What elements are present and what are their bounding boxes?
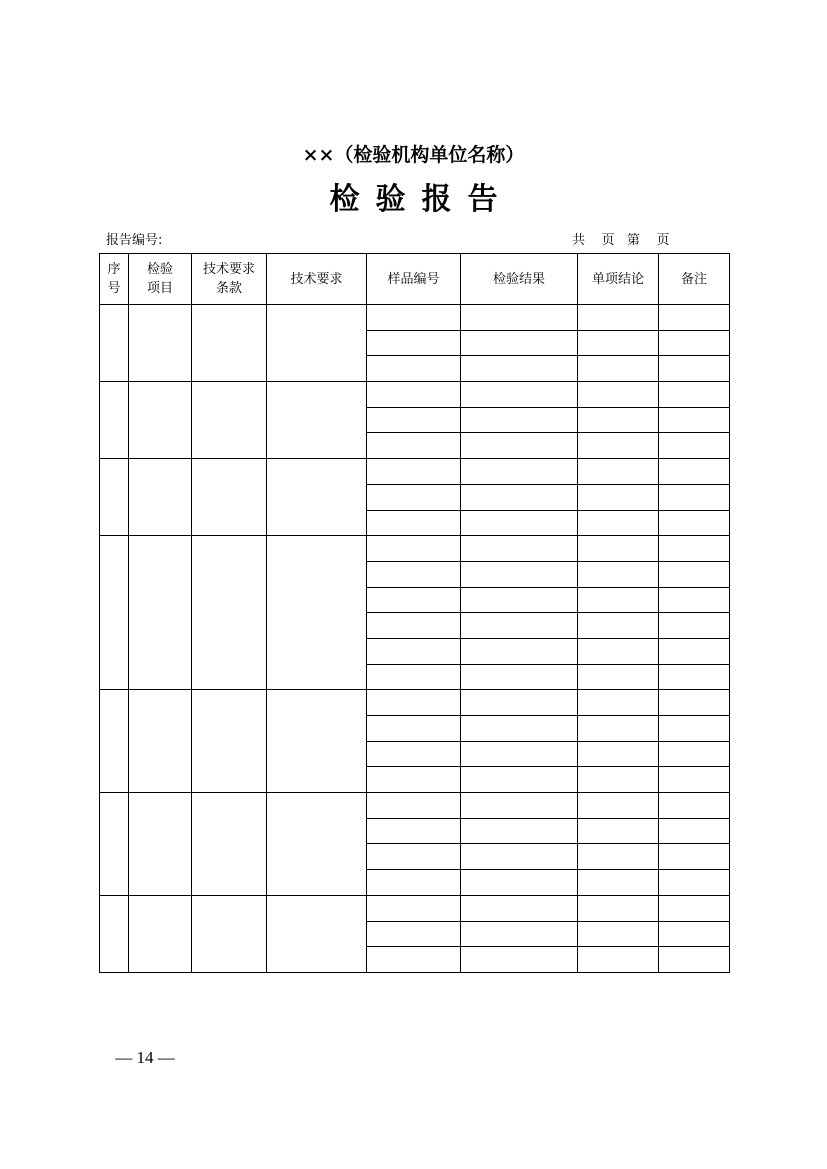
result-cell[interactable] [461,561,578,587]
conclusion-cell[interactable] [578,690,659,716]
requirement-cell[interactable] [267,690,367,793]
result-cell[interactable] [461,433,578,459]
header-clause: 技术要求 条款 [192,254,267,305]
sample-no-cell[interactable] [367,613,461,639]
remark-cell[interactable] [659,767,730,793]
header-remark: 备注 [659,254,730,305]
table-body [100,305,730,973]
result-cell[interactable] [461,510,578,536]
remark-cell[interactable] [659,844,730,870]
remark-cell[interactable] [659,536,730,562]
page-count-label: 共 页 第 页 [572,233,670,248]
conclusion-cell[interactable] [578,870,659,896]
remark-cell[interactable] [659,382,730,408]
conclusion-cell[interactable] [578,638,659,664]
sample-no-cell[interactable] [367,793,461,819]
result-cell[interactable] [461,613,578,639]
result-cell[interactable] [461,895,578,921]
header-seq: 序 号 [100,254,129,305]
remark-cell[interactable] [659,638,730,664]
table-row [100,459,730,485]
conclusion-cell[interactable] [578,561,659,587]
sample-no-cell[interactable] [367,921,461,947]
organization-title: ××（检验机构单位名称） [302,144,525,166]
result-cell[interactable] [461,638,578,664]
requirement-cell[interactable] [267,895,367,972]
sample-no-cell[interactable] [367,459,461,485]
clause-cell[interactable] [192,895,267,972]
sample-no-cell[interactable] [367,433,461,459]
clause-cell[interactable] [192,305,267,382]
item-cell[interactable] [129,382,192,459]
inspection-report-table [99,253,730,973]
conclusion-cell[interactable] [578,613,659,639]
conclusion-cell[interactable] [578,433,659,459]
document-title: 检验报告 [329,182,514,217]
conclusion-cell[interactable] [578,921,659,947]
conclusion-cell[interactable] [578,382,659,408]
conclusion-cell[interactable] [578,407,659,433]
conclusion-cell[interactable] [578,664,659,690]
seq-cell[interactable] [100,536,129,690]
remark-cell[interactable] [659,793,730,819]
remark-cell[interactable] [659,947,730,973]
conclusion-cell[interactable] [578,587,659,613]
item-cell[interactable] [129,305,192,382]
remark-cell[interactable] [659,407,730,433]
remark-cell[interactable] [659,330,730,356]
requirement-cell[interactable] [267,305,367,382]
remark-cell[interactable] [659,818,730,844]
header-conclusion: 单项结论 [578,254,659,305]
table-row [100,895,730,921]
table-row [100,793,730,819]
conclusion-cell[interactable] [578,793,659,819]
result-cell[interactable] [461,716,578,742]
result-cell[interactable] [461,818,578,844]
remark-cell[interactable] [659,870,730,896]
conclusion-cell[interactable] [578,767,659,793]
result-cell[interactable] [461,947,578,973]
remark-cell[interactable] [659,664,730,690]
item-cell[interactable] [129,536,192,690]
header-result: 检验结果 [461,254,578,305]
header-requirement: 技术要求 [267,254,367,305]
sample-no-cell[interactable] [367,305,461,331]
seq-cell[interactable] [100,459,129,536]
result-cell[interactable] [461,356,578,382]
result-cell[interactable] [461,921,578,947]
remark-cell[interactable] [659,305,730,331]
clause-cell[interactable] [192,382,267,459]
table-header-row [100,254,730,305]
sample-no-cell[interactable] [367,356,461,382]
item-cell[interactable] [129,793,192,896]
sample-no-cell[interactable] [367,895,461,921]
result-cell[interactable] [461,587,578,613]
remark-cell[interactable] [659,895,730,921]
clause-cell[interactable] [192,536,267,690]
requirement-cell[interactable] [267,793,367,896]
table-row [100,536,730,562]
item-cell[interactable] [129,690,192,793]
requirement-cell[interactable] [267,536,367,690]
conclusion-cell[interactable] [578,947,659,973]
item-cell[interactable] [129,459,192,536]
seq-cell[interactable] [100,793,129,896]
result-cell[interactable] [461,305,578,331]
sample-no-cell[interactable] [367,587,461,613]
remark-cell[interactable] [659,716,730,742]
seq-cell[interactable] [100,382,129,459]
conclusion-cell[interactable] [578,716,659,742]
conclusion-cell[interactable] [578,818,659,844]
result-cell[interactable] [461,741,578,767]
report-number-label: 报告编号: [106,233,163,248]
sample-no-cell[interactable] [367,536,461,562]
sample-no-cell[interactable] [367,870,461,896]
remark-cell[interactable] [659,741,730,767]
conclusion-cell[interactable] [578,356,659,382]
conclusion-cell[interactable] [578,305,659,331]
header-item: 检验 项目 [129,254,192,305]
sample-no-cell[interactable] [367,716,461,742]
page-number: — 14 — [115,1048,175,1067]
sample-no-cell[interactable] [367,818,461,844]
table-row [100,305,730,331]
conclusion-cell[interactable] [578,844,659,870]
item-cell[interactable] [129,895,192,972]
result-cell[interactable] [461,664,578,690]
sample-no-cell[interactable] [367,690,461,716]
conclusion-cell[interactable] [578,510,659,536]
sample-no-cell[interactable] [367,741,461,767]
conclusion-cell[interactable] [578,536,659,562]
remark-cell[interactable] [659,356,730,382]
remark-cell[interactable] [659,613,730,639]
conclusion-cell[interactable] [578,484,659,510]
sample-no-cell[interactable] [367,638,461,664]
sample-no-cell[interactable] [367,330,461,356]
result-cell[interactable] [461,484,578,510]
requirement-cell[interactable] [267,382,367,459]
sample-no-cell[interactable] [367,382,461,408]
remark-cell[interactable] [659,587,730,613]
header-sample-no: 样品编号 [367,254,461,305]
sample-no-cell[interactable] [367,767,461,793]
table-row [100,690,730,716]
sample-no-cell[interactable] [367,510,461,536]
clause-cell[interactable] [192,793,267,896]
seq-cell[interactable] [100,305,129,382]
clause-cell[interactable] [192,690,267,793]
result-cell[interactable] [461,690,578,716]
result-cell[interactable] [461,793,578,819]
sample-no-cell[interactable] [367,561,461,587]
sample-no-cell[interactable] [367,947,461,973]
sample-no-cell[interactable] [367,484,461,510]
result-cell[interactable] [461,767,578,793]
result-cell[interactable] [461,330,578,356]
remark-cell[interactable] [659,510,730,536]
table-row [100,382,730,408]
sample-no-cell[interactable] [367,407,461,433]
result-cell[interactable] [461,382,578,408]
seq-cell[interactable] [100,690,129,793]
remark-cell[interactable] [659,484,730,510]
remark-cell[interactable] [659,433,730,459]
remark-cell[interactable] [659,690,730,716]
clause-cell[interactable] [192,459,267,536]
conclusion-cell[interactable] [578,459,659,485]
conclusion-cell[interactable] [578,330,659,356]
result-cell[interactable] [461,844,578,870]
result-cell[interactable] [461,459,578,485]
conclusion-cell[interactable] [578,741,659,767]
remark-cell[interactable] [659,921,730,947]
result-cell[interactable] [461,536,578,562]
conclusion-cell[interactable] [578,895,659,921]
requirement-cell[interactable] [267,459,367,536]
remark-cell[interactable] [659,561,730,587]
remark-cell[interactable] [659,459,730,485]
result-cell[interactable] [461,870,578,896]
seq-cell[interactable] [100,895,129,972]
result-cell[interactable] [461,407,578,433]
sample-no-cell[interactable] [367,664,461,690]
sample-no-cell[interactable] [367,844,461,870]
